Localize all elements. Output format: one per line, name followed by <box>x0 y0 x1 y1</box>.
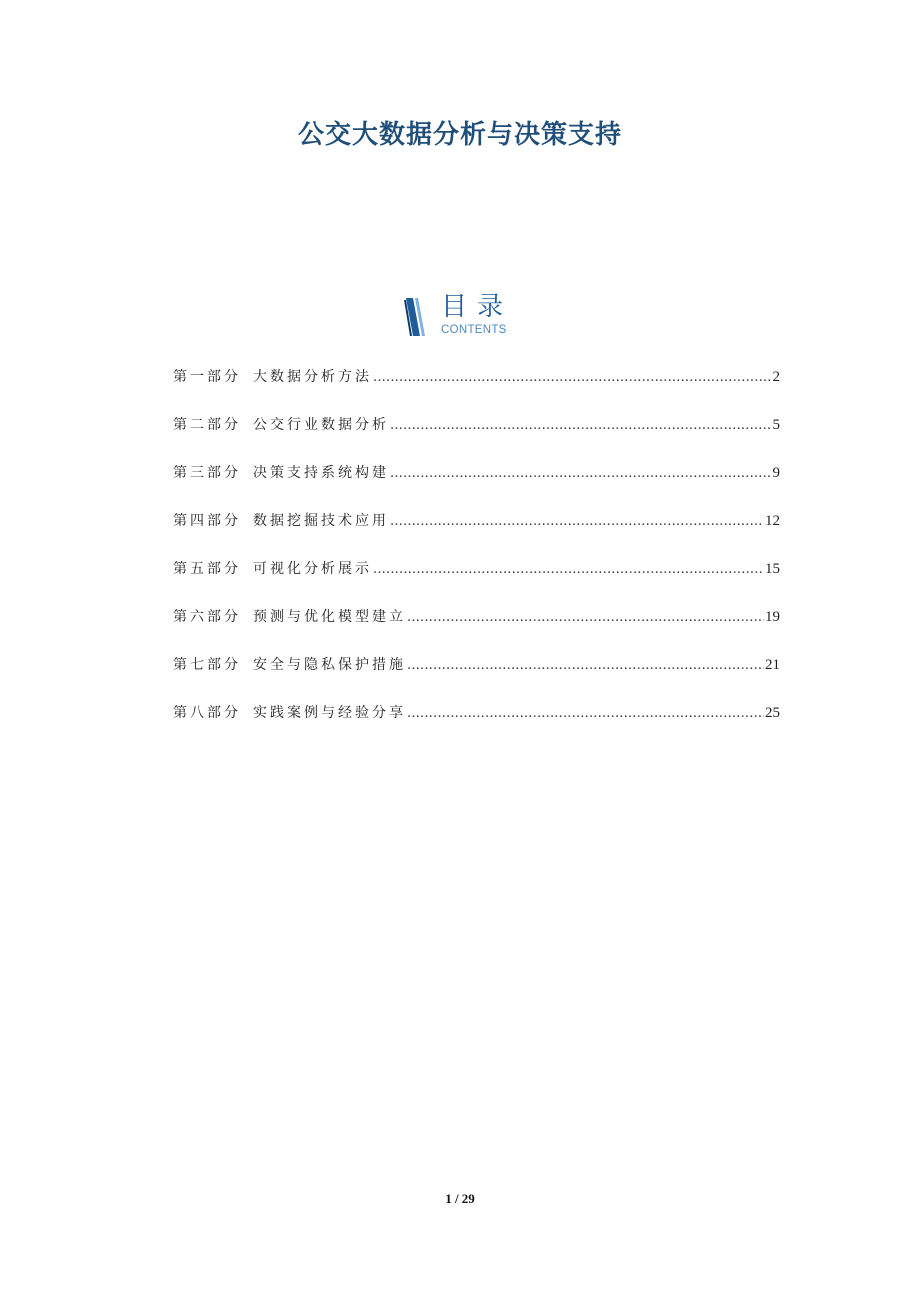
toc-entry-title: 安全与隐私保护措施 <box>253 657 406 673</box>
toc-entry-part-2[interactable] <box>173 412 780 460</box>
toc-entry-part-8[interactable] <box>173 700 780 748</box>
table-of-contents <box>173 364 780 748</box>
toc-dot-leader <box>390 413 772 439</box>
toc-page-number: 21 <box>765 657 780 673</box>
toc-entry-title: 实践案例与经验分享 <box>253 705 406 721</box>
toc-entry-title: 决策支持系统构建 <box>253 465 389 481</box>
toc-dot-leader <box>390 461 772 487</box>
toc-dot-leader <box>407 701 764 727</box>
toc-dot-leader <box>407 605 764 631</box>
toc-page-number: 9 <box>772 465 780 481</box>
toc-part-label: 第六部分 <box>173 609 241 625</box>
toc-entry-title: 公交行业数据分析 <box>253 417 389 433</box>
toc-heading: 目录 <box>441 292 514 322</box>
toc-part-label: 第三部分 <box>173 465 241 481</box>
toc-entry-part-6[interactable] <box>173 604 780 652</box>
toc-entry-part-4[interactable] <box>173 508 780 556</box>
page-indicator: 1 / 29 <box>445 1191 475 1206</box>
toc-entry-part-3[interactable] <box>173 460 780 508</box>
toc-entry-part-5[interactable] <box>173 556 780 604</box>
toc-dot-leader <box>407 653 764 679</box>
toc-entry-title: 数据挖掘技术应用 <box>253 513 389 529</box>
toc-dot-leader <box>390 509 764 535</box>
toc-part-label: 第一部分 <box>173 369 241 385</box>
toc-entry-part-7[interactable] <box>173 652 780 700</box>
book-stripes-icon <box>404 296 430 338</box>
toc-header <box>404 294 524 340</box>
toc-page-number: 25 <box>765 705 780 721</box>
toc-page-number: 15 <box>765 561 780 577</box>
toc-dot-leader <box>373 365 772 391</box>
toc-part-label: 第八部分 <box>173 705 241 721</box>
toc-part-label: 第五部分 <box>173 561 241 577</box>
toc-dot-leader <box>373 557 764 583</box>
toc-subheading: CONTENTS <box>441 324 507 336</box>
toc-page-number: 2 <box>772 369 780 385</box>
toc-page-number: 12 <box>765 513 780 529</box>
toc-page-number: 5 <box>772 417 780 433</box>
document-title: 公交大数据分析与决策支持 <box>297 120 622 150</box>
toc-entry-title: 可视化分析展示 <box>253 561 372 577</box>
toc-entry-part-1[interactable] <box>173 364 780 412</box>
toc-entry-title: 大数据分析方法 <box>253 369 372 385</box>
toc-page-number: 19 <box>765 609 780 625</box>
toc-entry-title: 预测与优化模型建立 <box>253 609 406 625</box>
toc-part-label: 第四部分 <box>173 513 241 529</box>
toc-part-label: 第二部分 <box>173 417 241 433</box>
toc-part-label: 第七部分 <box>173 657 241 673</box>
